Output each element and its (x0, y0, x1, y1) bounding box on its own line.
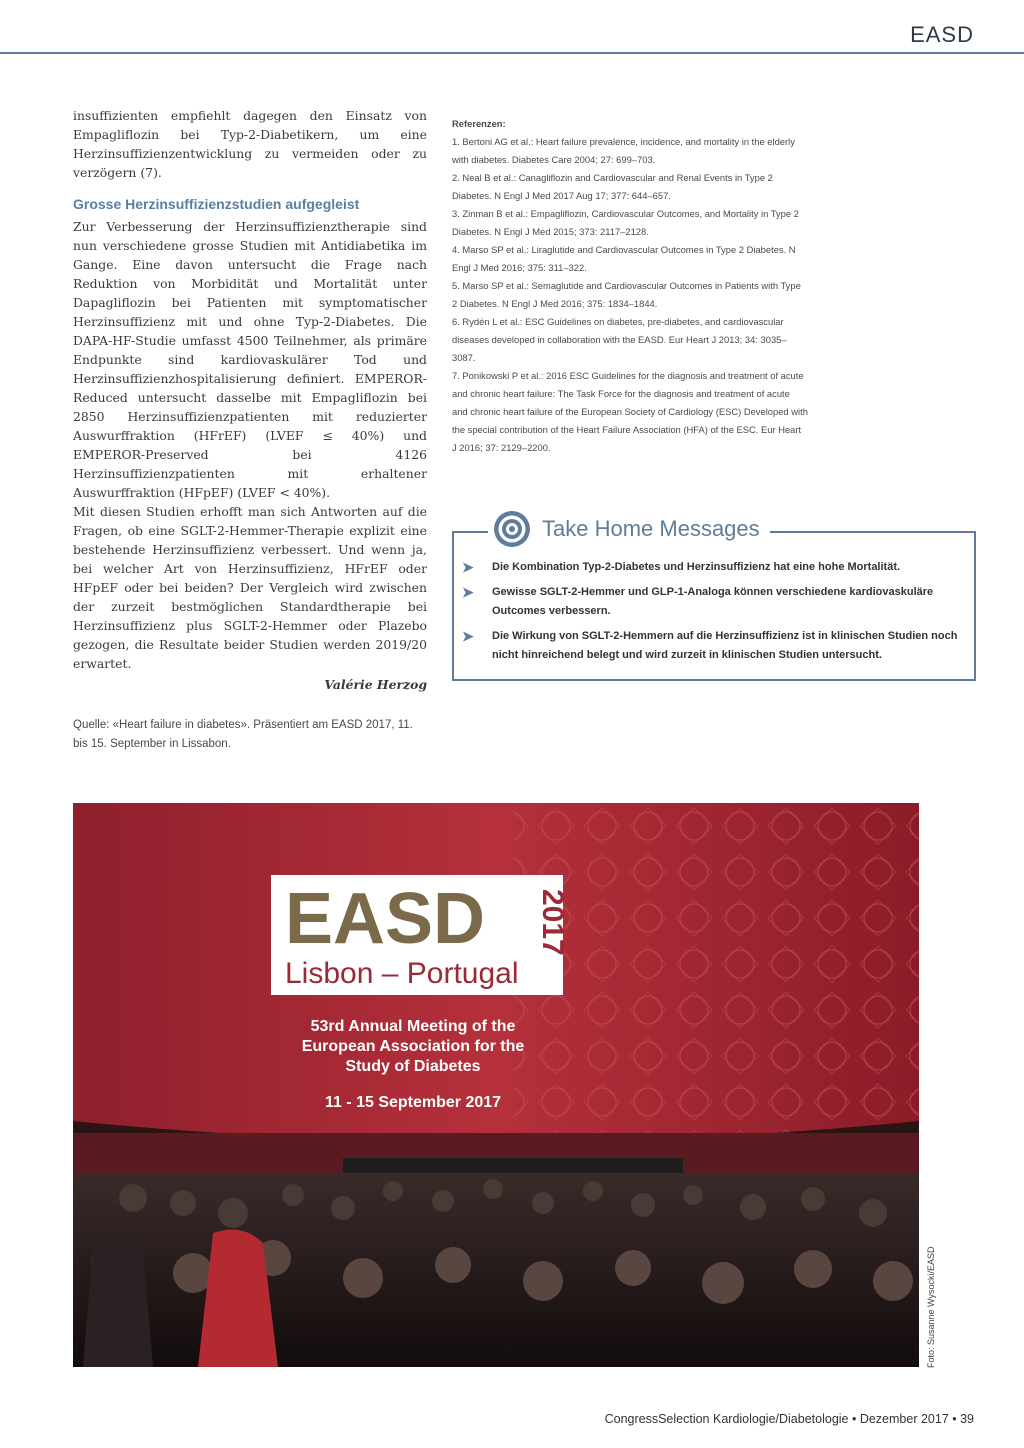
logo-year: 2017 (536, 889, 569, 956)
meeting-dates: 11 - 15 September 2017 (324, 1094, 502, 1111)
arrow-icon: ➤ (462, 584, 474, 600)
take-home-item (462, 583, 968, 621)
section-label: EASD (910, 22, 974, 47)
source-label: Quelle: (73, 719, 110, 731)
reference-item: 7. Ponikowski P et al.: 2016 ESC Guidelines for the diagnosis and treatment of acute and chronic heart failure: The Task Force for the diagnosis and treatment of acute and chronic heart failure of the European Society of Cardiology (ESC) Developed with the special contribution of the Heart Failure Association (HFA) of the ESC. Eur Heart J 2016; 37: 2129–2200. (452, 370, 808, 453)
reference-item: 2. Neal B et al.: Canagliflozin and Cardiovascular and Renal Events in Type 2 Diabetes. N Engl J Med 2017 Aug 17; 377: 644–657. (452, 172, 773, 201)
take-home-text: Die Wirkung von SGLT-2-Hemmern auf die Herzinsuffizienz ist in klinischen Studien noch nicht hinreichend belegt und wird zurzeit in klinischen Studien untersucht. (492, 630, 958, 661)
references-title: Referenzen: (452, 118, 506, 129)
meeting-line-2: European Association for the (301, 1038, 525, 1055)
reference-item: 4. Marso SP et al.: Liraglutide and Cardiovascular Outcomes in Type 2 Diabetes. N Engl J Med 2016; 375: 311–322. (452, 244, 796, 273)
logo-letters: EASD (285, 879, 486, 959)
paragraph-1: insuffizienten empfiehlt dagegen den Einsatz von Empagliflozin bei Typ-2-Diabetikern, um eine Herzinsuffizienzentwicklung zu vermeiden oder zu verzögern (7). (73, 108, 427, 180)
subheading: Grosse Herzinsuffizienzstudien aufgegleist (73, 196, 360, 212)
page-footer: CongressSelection Kardiologie/Diabetologie • Dezember 2017 • 39 (604, 1412, 974, 1426)
source-text: «Heart failure in diabetes». Präsentiert am EASD 2017, 11. bis 15. September in Lissabon. (73, 719, 413, 750)
take-home-item (462, 558, 968, 577)
take-home-text: Die Kombination Typ-2-Diabetes und Herzinsuffizienz hat eine hohe Mortalität. (492, 561, 901, 573)
take-home-item (462, 627, 968, 665)
reference-item: 3. Zinman B et al.: Empagliflozin, Cardiovascular Outcomes, and Mortality in Type 2 Diabetes. N Engl J Med 2015; 373: 2117–2128. (452, 208, 799, 237)
take-home-list (462, 558, 968, 671)
take-home-text: Gewisse SGLT-2-Hemmer und GLP-1-Analoga können verschiedene kardiovaskuläre Outcomes verbessern. (492, 586, 934, 617)
reference-item: 1. Bertoni AG et al.: Heart failure prevalence, incidence, and mortality in the elderly with diabetes. Diabetes Care 2004; 27: 699–703. (452, 136, 795, 165)
arrow-icon: ➤ (462, 628, 474, 644)
source (73, 716, 427, 754)
photo-credit: Foto: Susanne Wysocki/EASD (926, 1246, 936, 1368)
arrow-icon: ➤ (462, 559, 474, 575)
paragraph-3: Mit diesen Studien erhofft man sich Antworten auf die Fragen, ob eine SGLT-2-Hemmer-Therapie explizit eine bestehende Herzinsuffizienz verbessert. Und wenn ja, bei welcher Art von Herzinsuffizienz, HFrEF oder HFpEF oder bei beiden? Der Vergleich wird zwischen der zurzeit bestmöglichen Standardtherapie bei Herzinsuffizienz plus SGLT-2-Hemmer oder Plazebo gezogen, die Resultate beider Studien werden 2019/20 erwartet. (73, 504, 427, 671)
references (452, 115, 808, 457)
target-icon (492, 509, 532, 549)
take-home-title: Take Home Messages (542, 516, 760, 541)
meeting-line-1: 53rd Annual Meeting of the (310, 1018, 516, 1035)
reference-item: 5. Marso SP et al.: Semaglutide and Cardiovascular Outcomes in Patients with Type 2 Diabetes. N Engl J Med 2016; 375: 1834–1844. (452, 280, 801, 309)
meeting-line-3: Study of Diabetes (345, 1058, 481, 1075)
header-rule (0, 52, 1024, 54)
conference-hall-illustration (73, 803, 919, 1367)
author: Valérie Herzog (324, 677, 427, 692)
easd-logo-panel (271, 875, 569, 995)
logo-city: Lisbon – Portugal (285, 957, 519, 990)
reference-item: 6. Rydén L et al.: ESC Guidelines on diabetes, pre-diabetes, and cardiovascular diseases developed in collaboration with the EASD. Eur Heart J 2013; 34: 3035–3087. (452, 316, 787, 363)
left-column (73, 106, 427, 754)
paragraph-2: Zur Verbesserung der Herzinsuffizienztherapie sind nun verschiedene grosse Studien mit Antidiabetika im Gange. Eine davon untersucht die Frage nach Reduktion von Morbidität und Mortalität unter Dapagliflozin bei Patienten mit symptomatischer Herzinsuffizienz mit und ohne Typ-2-Diabetes. Die DAPA-HF-Studie umfasst 4500 Teilnehmer, als primäre Endpunkte sind kardiovaskulärer Tod und Herzinsuffizienzhospitalisierung definiert. EMPEROR-Reduced untersucht dasselbe mit Empagliflozin bei 2850 Herzinsuffizienzpatienten mit reduzierter Auswurffraktion (HFrEF) (LVEF ≤ 40%) und EMPEROR-Preserved bei 4126 Herzinsuffizienzpatienten mit erhaltener Auswurffraktion (HFpEF) (LVEF < 40%). (73, 219, 427, 500)
take-home-header (488, 509, 770, 549)
conference-photo (73, 803, 919, 1367)
